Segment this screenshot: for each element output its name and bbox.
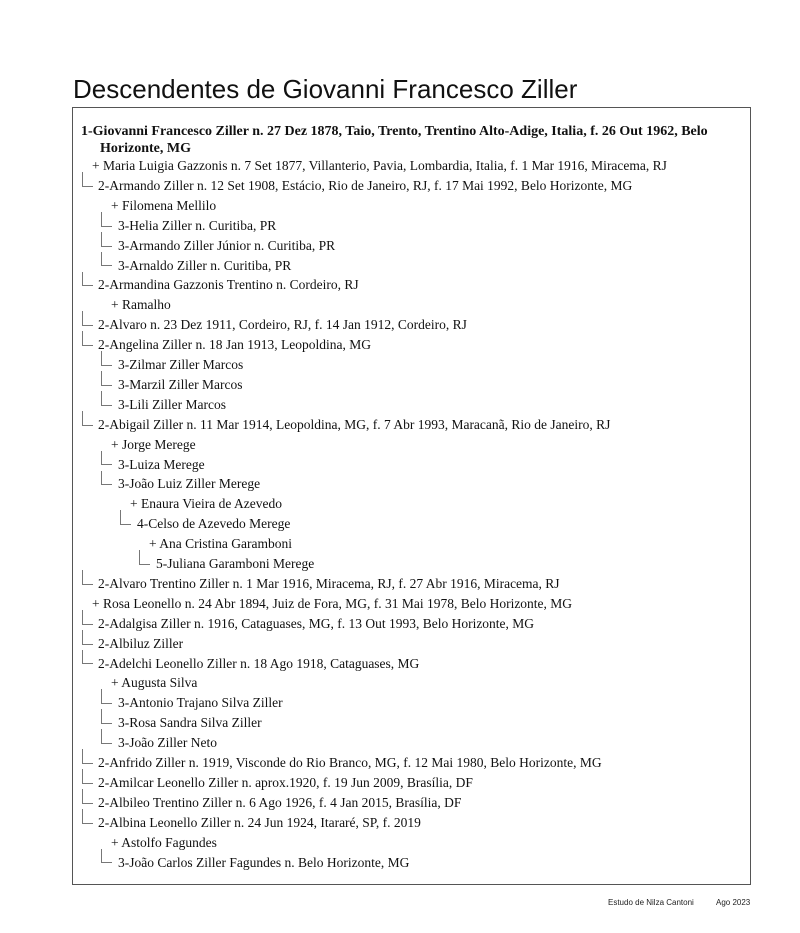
descendant-entry: 2-Armando Ziller n. 12 Set 1908, Estácio, Rio de Janeiro, RJ, f. 17 Mai 1992, Belo Horizonte, MG <box>98 177 633 193</box>
descendant-entry: 2-Albiluz Ziller <box>98 635 184 651</box>
descendant-entry: 2-Adelchi Leonello Ziller n. 18 Ago 1918, Cataguases, MG <box>98 655 420 671</box>
tree-connector <box>82 769 93 784</box>
footer-author: Estudo de Nilza Cantoni <box>608 898 694 907</box>
footer-date: Ago 2023 <box>716 898 751 907</box>
tree-connector <box>101 371 112 386</box>
spouse-entry: + Astolfo Fagundes <box>111 834 217 850</box>
descendant-entry: 2-Anfrido Ziller n. 1919, Visconde do Rio Branco, MG, f. 12 Mai 1980, Belo Horizonte, MG <box>98 755 602 770</box>
tree-connector <box>101 689 112 704</box>
tree-connector <box>82 650 93 665</box>
spouse-entry: + Filomena Mellilo <box>111 197 217 213</box>
tree-connector <box>101 849 112 864</box>
descendant-entry: 2-Alvaro n. 23 Dez 1911, Cordeiro, RJ, f. 14 Jan 1912, Cordeiro, RJ <box>98 317 467 333</box>
descendant-entry: 3-Arnaldo Ziller n. Curitiba, PR <box>118 257 292 273</box>
spouse-entry: + Ana Cristina Garamboni <box>149 536 292 552</box>
tree-connector <box>101 451 112 466</box>
spouse-entry: + Ramalho <box>111 297 171 313</box>
descendant-entry: 2-Abigail Ziller n. 11 Mar 1914, Leopoldina, MG, f. 7 Abr 1993, Maracanã, Rio de Janeiro, RJ <box>98 416 611 432</box>
descendant-entry: 3-Armando Ziller Júnior n. Curitiba, PR <box>118 237 336 253</box>
descendant-entry: 2-Amilcar Leonello Ziller n. aprox.1920, f. 19 Jun 2009, Brasília, DF <box>98 774 473 790</box>
tree-connector <box>82 311 93 326</box>
tree-connector <box>82 809 93 824</box>
descendant-entry: 2-Albina Leonello Ziller n. 24 Jun 1924, Itararé, SP, f. 2019 <box>98 814 421 830</box>
spouse-entry: + Jorge Merege <box>111 436 196 452</box>
spouse-entry: + Rosa Leonello n. 24 Abr 1894, Juiz de Fora, MG, f. 31 Mai 1978, Belo Horizonte, MG <box>92 595 573 611</box>
descendant-entry: 3-Antonio Trajano Silva Ziller <box>118 695 283 711</box>
tree-connector <box>82 749 93 764</box>
descendant-entry: 3-Rosa Sandra Silva Ziller <box>118 715 262 731</box>
descendant-entry: 3-João Carlos Ziller Fagundes n. Belo Horizonte, MG <box>118 854 410 870</box>
tree-connector <box>101 709 112 724</box>
descendant-entry: 3-Marzil Ziller Marcos <box>118 376 243 392</box>
tree-connector <box>82 411 93 426</box>
descendant-entry: 2-Adalgisa Ziller n. 1916, Cataguases, MG, f. 13 Out 1993, Belo Horizonte, MG <box>98 615 535 631</box>
descendant-entry: 2-Angelina Ziller n. 18 Jan 1913, Leopoldina, MG <box>98 337 371 353</box>
spouse-entry: + Augusta Silva <box>111 675 198 691</box>
tree-connector <box>82 172 93 187</box>
descendant-entry: 3-Helia Ziller n. Curitiba, PR <box>118 217 277 233</box>
descendant-entry: 5-Juliana Garamboni Merege <box>156 556 315 571</box>
root-ancestor: 1-Giovanni Francesco Ziller n. 27 Dez 1878, Taio, Trento, Trentino Alto-Adige, Italia, f. 26 Out 1962, Belo Horizonte, MG <box>81 124 708 156</box>
descendant-entry: 3-Luiza Merege <box>118 456 205 472</box>
descendant-entry: 2-Armandina Gazzonis Trentino n. Cordeiro, RJ <box>98 277 359 293</box>
descendant-entry: 3-João Luiz Ziller Merege <box>118 476 261 492</box>
descendant-entry: 3-João Ziller Neto <box>118 735 217 751</box>
tree-connector <box>139 550 150 565</box>
spouse-entry: + Maria Luigia Gazzonis n. 7 Set 1877, Villanterio, Pavia, Lombardia, Italia, f. 1 Mar 1916, Miracema, RJ <box>92 158 667 173</box>
tree-connector <box>101 351 112 366</box>
descendant-entry: 2-Alvaro Trentino Ziller n. 1 Mar 1916, Miracema, RJ, f. 27 Abr 1916, Miracema, RJ <box>98 575 560 591</box>
descendant-entry: 4-Celso de Azevedo Merege <box>137 516 291 532</box>
descendant-entry: 3-Lili Ziller Marcos <box>118 396 226 412</box>
tree-connector <box>101 252 112 267</box>
tree-connector <box>82 610 93 625</box>
spouse-entry: + Enaura Vieira de Azevedo <box>130 496 282 512</box>
tree-connector <box>101 212 112 227</box>
tree-connector <box>101 471 112 486</box>
tree-connector <box>82 272 93 287</box>
page-title: Descendentes de Giovanni Francesco Ziller <box>73 74 578 104</box>
descendant-entry: 3-Zilmar Ziller Marcos <box>118 357 244 372</box>
tree-connector <box>120 510 131 525</box>
tree-connector <box>82 789 93 804</box>
tree-connector <box>82 331 93 346</box>
tree-connector <box>101 232 112 247</box>
tree-connector <box>101 391 112 406</box>
tree-connector <box>82 630 93 645</box>
tree-connector <box>82 570 93 585</box>
tree-connector <box>101 729 112 744</box>
descendant-entry: 2-Albileo Trentino Ziller n. 6 Ago 1926, f. 4 Jan 2015, Brasília, DF <box>98 794 462 810</box>
